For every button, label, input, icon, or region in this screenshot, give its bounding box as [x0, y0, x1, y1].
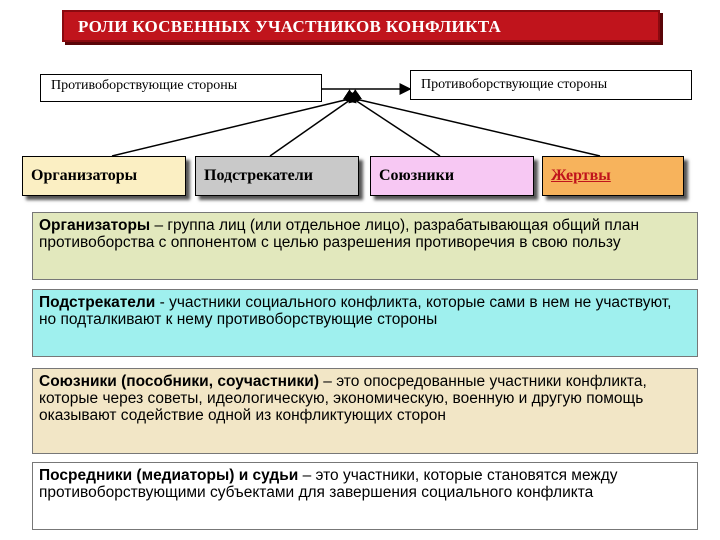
side-right-box — [410, 70, 692, 100]
side-right-label: Противоборствующие стороны — [421, 77, 608, 92]
definition-instigators — [32, 289, 698, 357]
role-victims-label: Жертвы — [551, 167, 611, 184]
role-instigators-label: Подстрекатели — [204, 167, 313, 184]
role-victims — [542, 156, 684, 196]
definition-mediators-text: – это участники, которые становятся между противоборствующими субъектами для завершения социального конфликта — [39, 467, 618, 501]
side-left-label: Противоборствующие стороны — [51, 78, 238, 93]
role-allies — [370, 156, 534, 196]
role-organizers — [22, 156, 186, 196]
definition-instigators-term: Подстрекатели — [39, 294, 156, 311]
definition-mediators — [32, 462, 698, 530]
definition-instigators-text: - участники социального конфликта, которые сами в нем не участвуют, но подталкивают к нему противоборствующие стороны — [39, 294, 672, 328]
page-title: РОЛИ КОСВЕННЫХ УЧАСТНИКОВ КОНФЛИКТА — [78, 17, 502, 36]
definition-organizers-term: Организаторы — [39, 217, 151, 234]
connector-victims — [360, 100, 600, 156]
definition-allies — [32, 368, 698, 454]
role-allies-label: Союзники — [379, 167, 455, 184]
side-left-box — [40, 74, 322, 102]
definition-mediators-term: Посредники (медиаторы) и судьи — [39, 467, 299, 484]
definition-organizers — [32, 212, 698, 280]
role-instigators — [195, 156, 359, 196]
role-organizers-label: Организаторы — [31, 167, 138, 184]
definition-organizers-text: – группа лиц (или отдельное лицо), разрабатывающая общий план противоборства с оппонентом с целью разрешения противоречия в свою пользу — [39, 217, 640, 251]
definition-allies-text: – это опосредованные участники конфликта, которые через советы, идеологическую, экономическую, военную и другую помощь оказывают содействие одной из конфликтующих сторон — [39, 373, 647, 424]
definition-allies-term: Союзники (пособники, соучастники) — [39, 373, 319, 390]
